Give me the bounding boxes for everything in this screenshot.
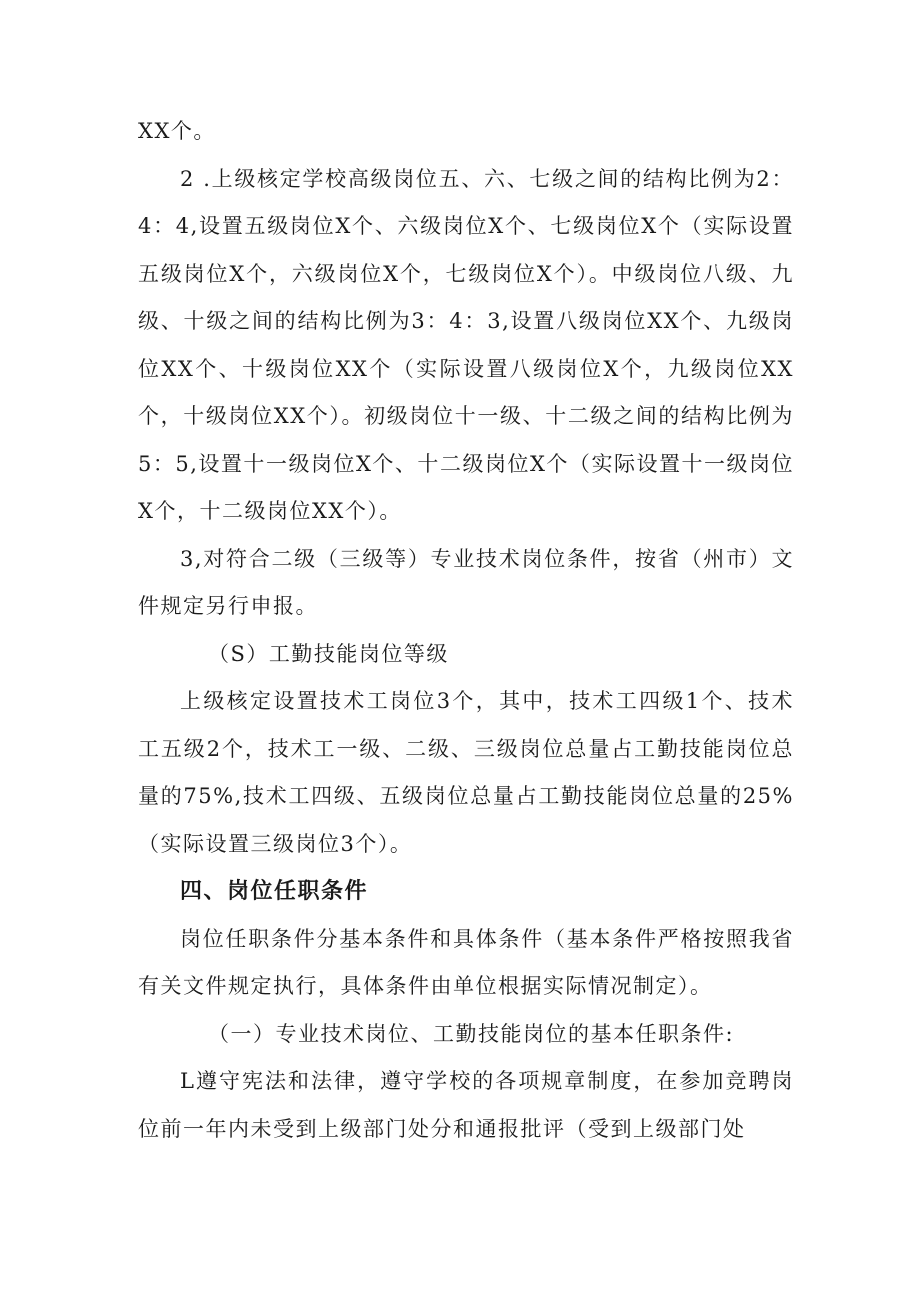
paragraph-grade-two-declaration: 3,对符合二级（三级等）专业技术岗位条件，按省（州市）文件规定另行申报。 [138,546,794,618]
paragraph-requirement-item-1: L遵守宪法和法律，遵守学校的各项规章制度，在参加竞聘岗位前一年内未受到上级部门处分和通报批评（受到上级部门处 [138,1069,794,1141]
section-heading-post-requirements: 四、岗位任职条件 [180,879,369,904]
paragraph-technician-posts: 上级核定设置技术工岗位3个，其中，技术工四级1个、技术工五级2个，技术工一级、二级、三级岗位总量占工勤技能岗位总量的75%,技术工四级、五级岗位总量占工勤技能岗位总量的25%（实际设置三级岗位3个）。 [138,689,794,856]
subheading-service-skill-grades: （S）工勤技能岗位等级 [208,641,449,666]
paragraph-senior-post-ratio: 2 .上级核定学校高级岗位五、六、七级之间的结构比例为2：4：4,设置五级岗位X个、六级岗位X个、七级岗位X个（实际设置五级岗位X个，六级岗位X个，七级岗位X个）。中级岗位八级、九级、十级之间的结构比例为3：4：3,设置八级岗位XX个、九级岗位XX个、十级岗位XX个（实际设置八级岗位X个，九级岗位XX个，十级岗位XX个）。初级岗位十一级、十二级之间的结构比例为5：5,设置十一级岗位X个、十二级岗位X个（实际设置十一级岗位X个，十二级岗位XX个）。 [138,166,794,523]
paragraph-continuation: XX个。 [138,119,216,143]
document-body [138,108,794,1153]
subheading-basic-requirements: （一）专业技术岗位、工勤技能岗位的基本任职条件: [208,1021,735,1046]
paragraph-requirement-types: 岗位任职条件分基本条件和具体条件（基本条件严格按照我省有关文件规定执行，具体条件由单位根据实际情况制定）。 [138,926,794,998]
